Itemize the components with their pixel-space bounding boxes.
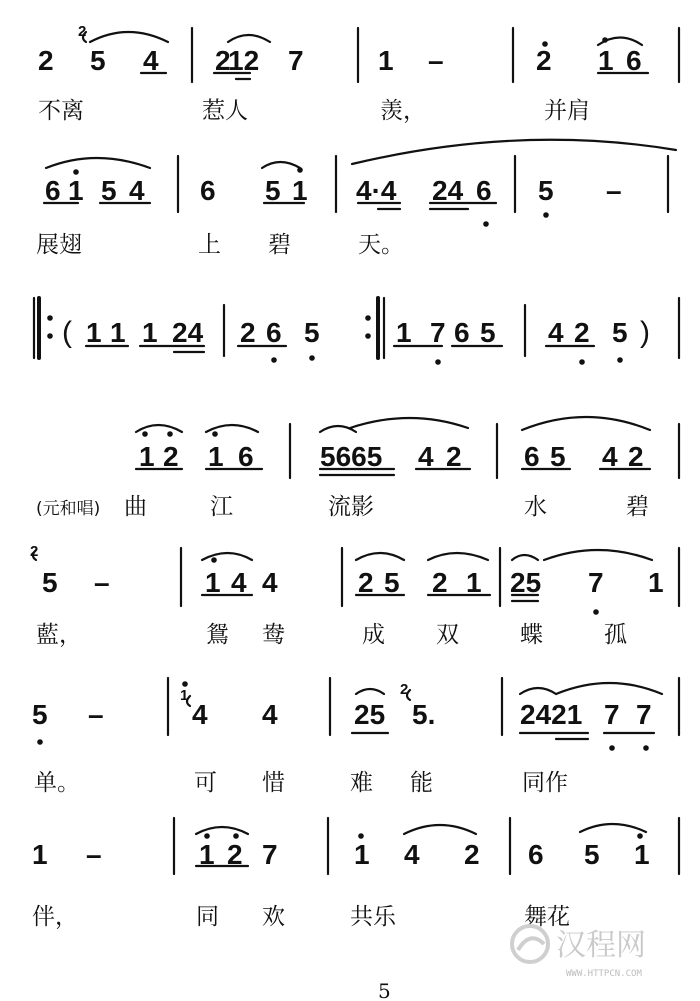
note: 5: [538, 175, 554, 206]
note: 2: [163, 441, 179, 472]
lyric: 难: [350, 770, 373, 796]
note: 2421: [520, 699, 583, 730]
lyric: 欢: [262, 904, 285, 930]
note: 5: [32, 699, 48, 730]
note: 5: [265, 175, 281, 206]
page-number: 5: [378, 979, 391, 1001]
note: 5.: [412, 699, 436, 730]
note: –: [88, 699, 104, 730]
note: 2: [464, 839, 480, 870]
grace-note: 1: [180, 687, 189, 704]
watermark: [512, 926, 646, 979]
note: 2: [536, 45, 552, 76]
note: 5: [101, 175, 117, 206]
lyric: 同: [196, 904, 219, 930]
note: 12: [228, 45, 260, 76]
note: 6: [238, 441, 254, 472]
note: 6: [524, 441, 540, 472]
note: 2: [240, 317, 256, 348]
grace-note: 2: [400, 681, 409, 698]
note: 7: [288, 45, 304, 76]
lyric: 单。: [34, 770, 80, 796]
lyric: 碧: [626, 494, 649, 520]
note: 2: [358, 567, 374, 598]
lyric: 藍，: [36, 622, 82, 648]
note: 2: [574, 317, 590, 348]
note: 1: [354, 839, 370, 870]
watermark-url: WWW.HTTPCN.COM: [566, 969, 642, 979]
note: –: [428, 45, 444, 76]
note: 1: [142, 317, 158, 348]
lyric: 江: [210, 494, 233, 520]
lyric: 曲: [124, 494, 147, 520]
note: 25: [510, 567, 542, 598]
note: 5: [42, 567, 58, 598]
lyric: 展翅: [36, 232, 82, 258]
lyric: 羡，: [380, 98, 426, 124]
note: 5: [584, 839, 600, 870]
note: 1: [68, 175, 84, 206]
note: 5: [90, 45, 106, 76]
note: 5: [550, 441, 566, 472]
paren-close: ): [640, 316, 650, 349]
note: 24: [432, 175, 464, 206]
note: 4: [602, 441, 618, 472]
grace-note: 2: [30, 543, 39, 560]
singer-label: (元和唱): [36, 499, 101, 519]
note: 7: [430, 317, 446, 348]
note: 1: [292, 175, 308, 206]
lyric: 伴，: [32, 904, 78, 930]
note: 1: [648, 567, 664, 598]
note: 7: [588, 567, 604, 598]
note: 6: [528, 839, 544, 870]
note: 24: [172, 317, 204, 348]
note: 1: [466, 567, 482, 598]
lyric: 不离: [38, 98, 84, 124]
note: 2: [38, 45, 54, 76]
lyric: 上: [198, 232, 221, 258]
note: 1: [86, 317, 102, 348]
note: 1: [139, 441, 155, 472]
note: 1: [32, 839, 48, 870]
lyric: 鸯: [262, 622, 285, 648]
note: 4: [192, 699, 208, 730]
lyric: 孤: [604, 622, 627, 648]
lyric: 能: [410, 770, 433, 796]
note: 6: [45, 175, 61, 206]
note: 4: [548, 317, 564, 348]
note: –: [606, 175, 622, 206]
grace-note: 2: [78, 23, 87, 40]
watermark-text: 汉程网: [556, 928, 646, 963]
note: 4: [418, 441, 434, 472]
note: 6: [476, 175, 492, 206]
lyric: 流影: [328, 494, 374, 520]
note: 2: [446, 441, 462, 472]
note: 7: [262, 839, 278, 870]
lyric: 碧: [268, 232, 291, 258]
lyric: 鴛: [206, 622, 229, 648]
note: 1: [208, 441, 224, 472]
note: 1: [205, 567, 221, 598]
note: –: [86, 839, 102, 870]
note: 5: [384, 567, 400, 598]
lyric: 共乐: [350, 904, 396, 930]
note: 25: [354, 699, 386, 730]
note: 6: [266, 317, 282, 348]
lyric: 天。: [358, 232, 404, 258]
note: 5: [304, 317, 320, 348]
note: 6: [200, 175, 216, 206]
note: 1: [110, 317, 126, 348]
note: 7: [604, 699, 620, 730]
lyric: 惹人: [202, 98, 248, 124]
lyric: 成: [362, 622, 385, 648]
note: 1: [634, 839, 650, 870]
note: 4: [262, 699, 278, 730]
note: 4: [143, 45, 159, 76]
note: 1: [378, 45, 394, 76]
note: 2: [628, 441, 644, 472]
note: 6: [626, 45, 642, 76]
note: 7: [636, 699, 652, 730]
note: 6: [454, 317, 470, 348]
note: 5665: [320, 441, 383, 472]
note: 1: [598, 45, 614, 76]
note: 5: [480, 317, 496, 348]
lyric: 惜: [262, 770, 285, 796]
note: 1: [396, 317, 412, 348]
paren-open: (: [62, 316, 72, 349]
lyric: 水: [524, 494, 547, 520]
note: 2: [432, 567, 448, 598]
row-5: [33, 548, 679, 606]
lyric: 舞花: [524, 904, 570, 930]
lyric: 同作: [522, 770, 568, 796]
note: –: [94, 567, 110, 598]
lyric: 双: [436, 622, 459, 648]
lyric: 蝶: [520, 622, 543, 648]
lyric: 并肩: [544, 98, 590, 124]
lyric: 可: [194, 770, 217, 796]
note: 1: [199, 839, 215, 870]
note: 4: [231, 567, 247, 598]
note: 2: [215, 45, 231, 76]
note: 4: [404, 839, 420, 870]
note: 4: [262, 567, 278, 598]
row-7: [174, 818, 679, 874]
note: 5: [612, 317, 628, 348]
note: 2: [227, 839, 243, 870]
note: 4: [129, 175, 145, 206]
note: 4·4: [356, 175, 397, 206]
